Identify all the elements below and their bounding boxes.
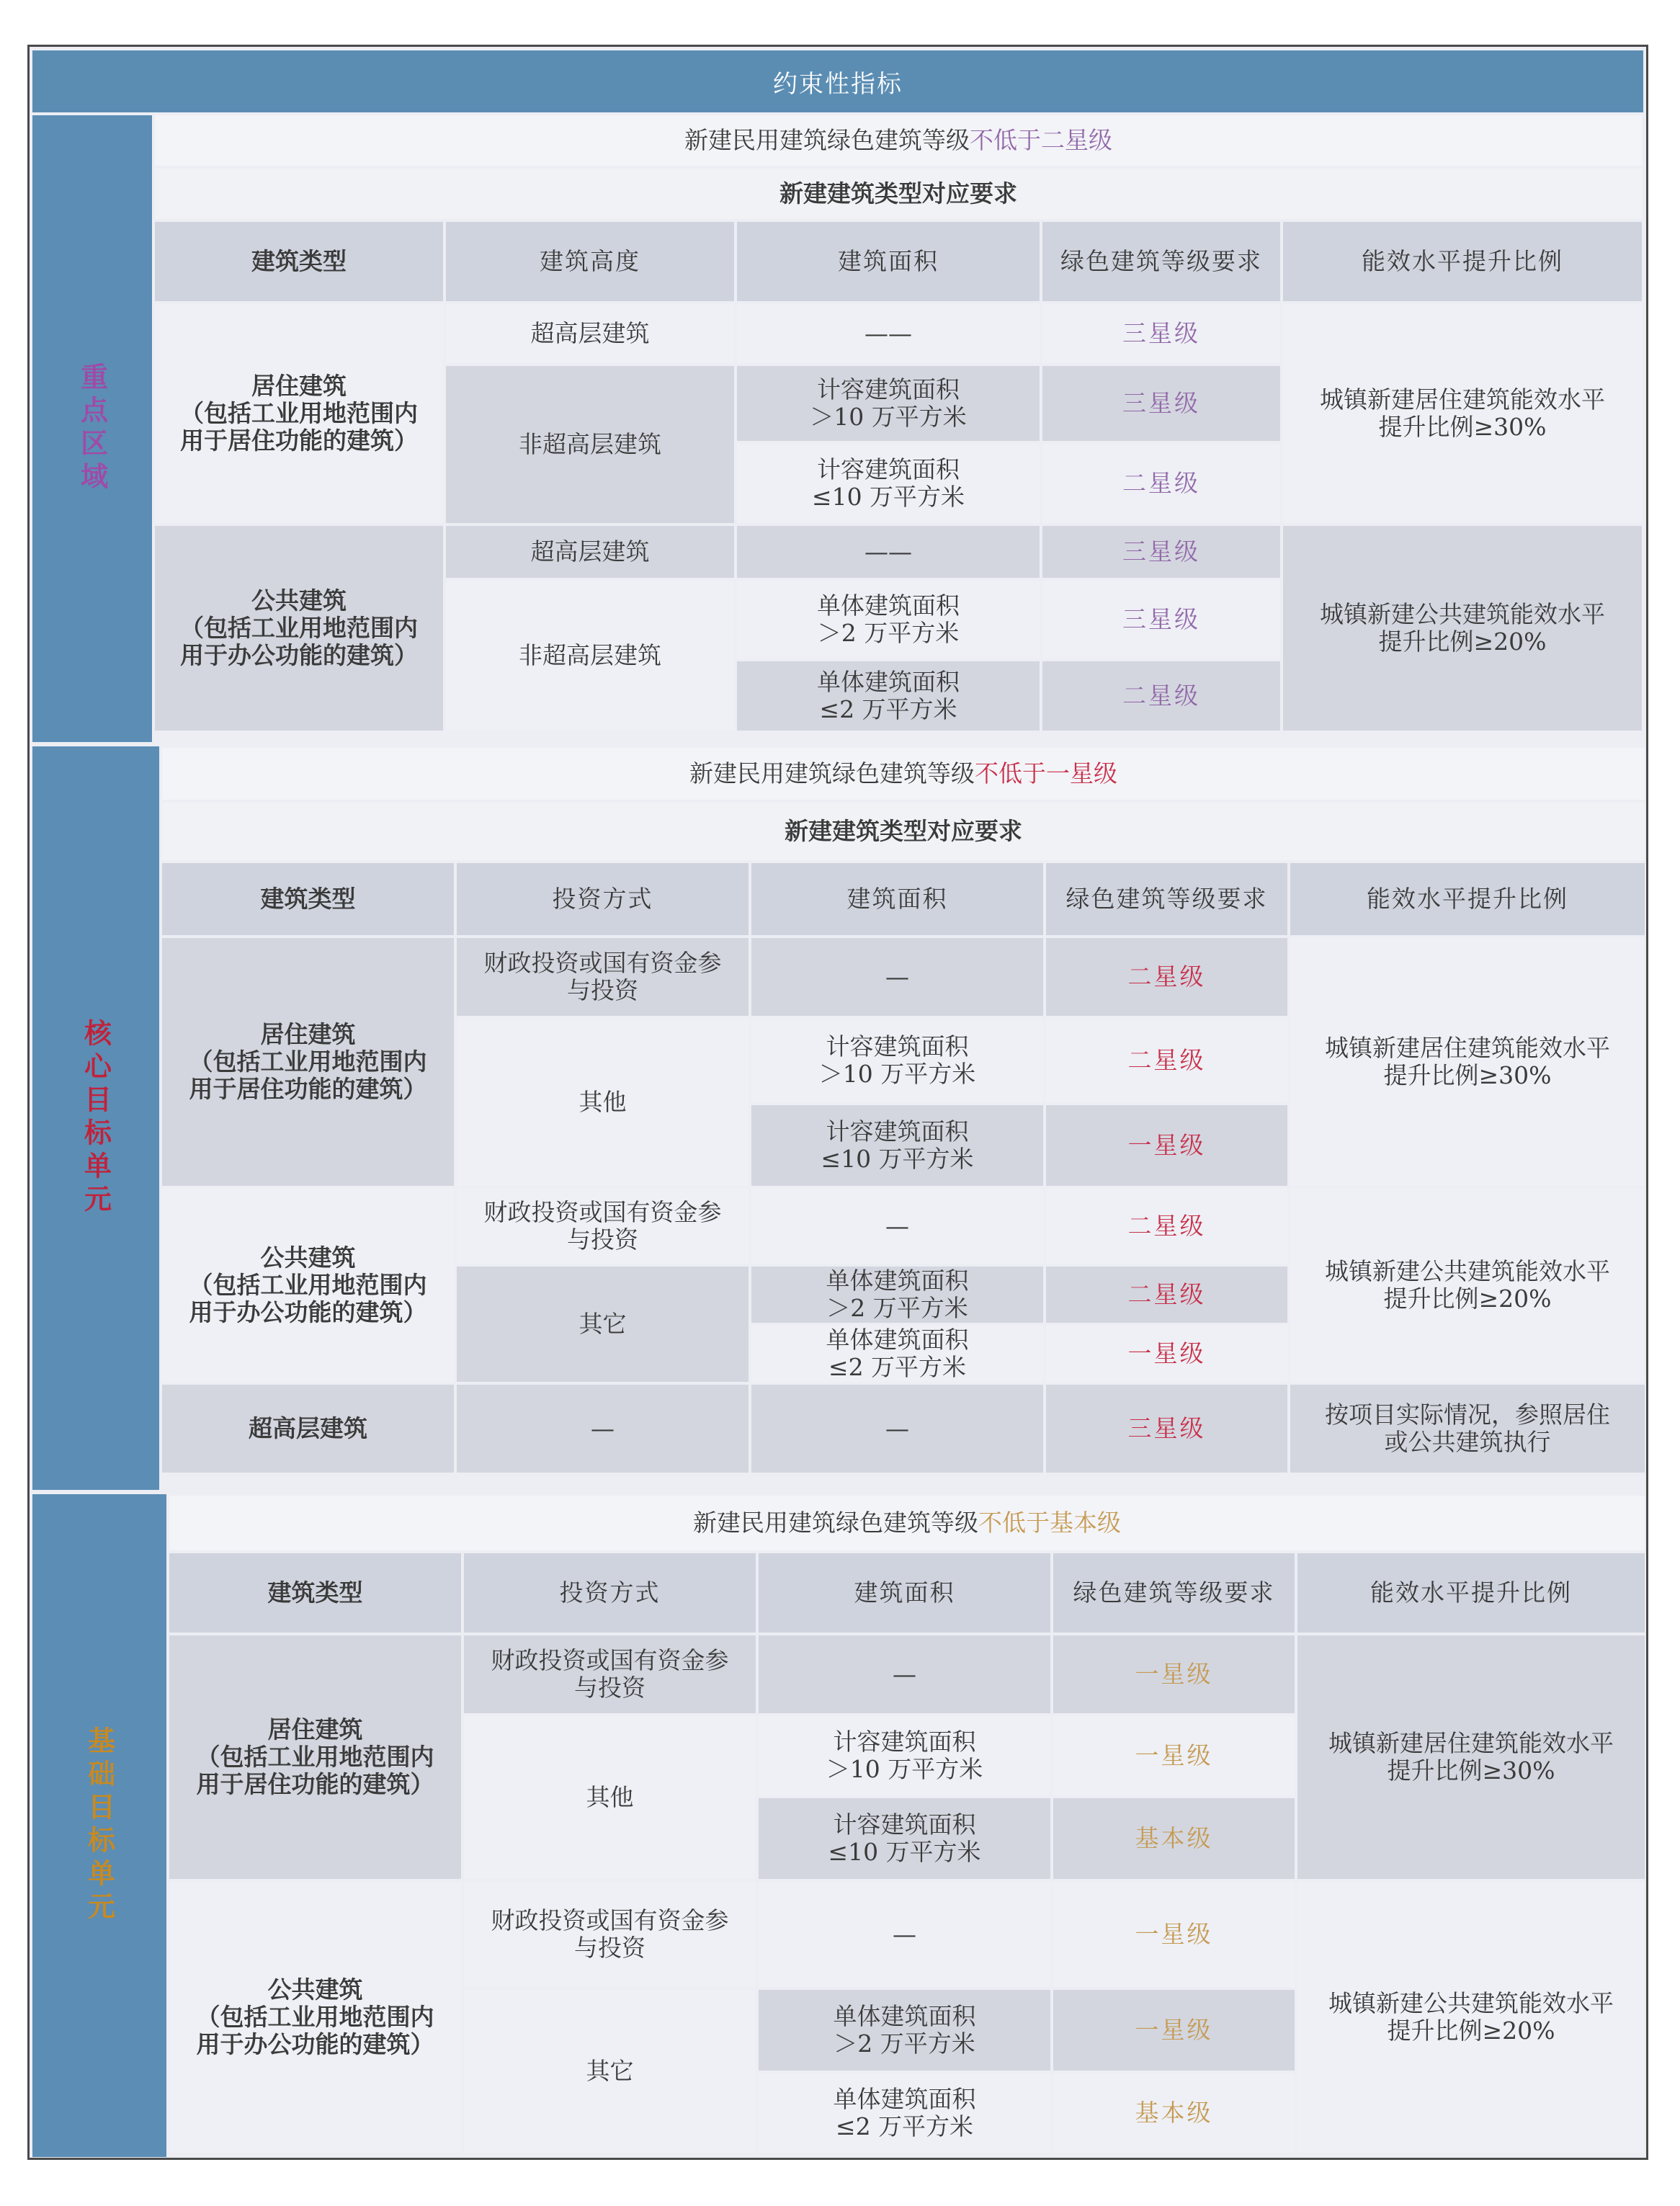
investment-cell: 其它 bbox=[464, 1990, 756, 2153]
ratio-cell: 城镇新建公共建筑能效水平 提升比例≥20% bbox=[1297, 1882, 1645, 2153]
area-cell: —— bbox=[737, 526, 1040, 578]
investment-cell: 其它 bbox=[457, 1267, 749, 1382]
level-cell: 二星级 bbox=[1046, 938, 1287, 1016]
ratio-cell: 城镇新建公共建筑能效水平 提升比例≥20% bbox=[1290, 1189, 1645, 1382]
ratio-cell: 城镇新建居住建筑能效水平 提升比例≥30% bbox=[1297, 1635, 1645, 1879]
area-cell: — bbox=[759, 1882, 1050, 1987]
col-header-height: 建筑高度 bbox=[446, 222, 734, 301]
basic-unit-table bbox=[166, 1493, 1648, 2156]
basic-unit-sidebar bbox=[32, 1494, 166, 2157]
core-unit-subheading: 新建建筑类型对应要求 bbox=[162, 803, 1645, 860]
area-cell: — bbox=[759, 1635, 1050, 1713]
col-header-level: 绿色建筑等级要求 bbox=[1046, 863, 1287, 935]
building-type-cell: 超高层建筑 bbox=[162, 1385, 454, 1473]
core-unit-label: 核心目标单元 bbox=[79, 1019, 112, 1218]
core-unit-banner-highlight: 不低于一星级 bbox=[975, 759, 1117, 787]
level-cell: 三星级 bbox=[1042, 581, 1280, 658]
level-cell: 二星级 bbox=[1046, 1267, 1287, 1323]
building-type-cell: 居住建筑 （包括工业用地范围内 用于居住功能的建筑） bbox=[169, 1635, 461, 1879]
level-cell: 二星级 bbox=[1046, 1019, 1287, 1102]
area-cell: 计容建筑面积 ≤10 万平方米 bbox=[751, 1105, 1043, 1186]
area-cell: 计容建筑面积 ≤10 万平方米 bbox=[759, 1798, 1050, 1879]
key-zone-sidebar bbox=[32, 115, 152, 742]
building-type-cell: 公共建筑 （包括工业用地范围内 用于办公功能的建筑） bbox=[155, 526, 443, 731]
col-header-investment: 投资方式 bbox=[464, 1553, 756, 1633]
key-zone-banner-highlight: 不低于二星级 bbox=[970, 126, 1112, 154]
investment-cell: — bbox=[457, 1385, 749, 1473]
area-cell: 计容建筑面积 ＞10 万平方米 bbox=[759, 1716, 1050, 1795]
col-header-ratio: 能效水平提升比例 bbox=[1297, 1553, 1645, 1633]
key-zone-table bbox=[152, 112, 1645, 733]
area-cell: 单体建筑面积 ＞2 万平方米 bbox=[751, 1267, 1043, 1323]
level-cell: 三星级 bbox=[1046, 1385, 1287, 1473]
level-cell: 二星级 bbox=[1042, 444, 1280, 523]
ratio-cell: 城镇新建公共建筑能效水平 提升比例≥20% bbox=[1283, 526, 1642, 731]
area-cell: 单体建筑面积 ≤2 万平方米 bbox=[759, 2073, 1050, 2153]
level-cell: 二星级 bbox=[1046, 1189, 1287, 1264]
ratio-cell: 城镇新建居住建筑能效水平 提升比例≥30% bbox=[1283, 304, 1642, 523]
col-header-ratio: 能效水平提升比例 bbox=[1283, 222, 1642, 301]
basic-unit-banner: 新建民用建筑绿色建筑等级不低于基本级 bbox=[169, 1496, 1645, 1550]
col-header-level: 绿色建筑等级要求 bbox=[1053, 1553, 1295, 1633]
col-header-type: 建筑类型 bbox=[169, 1553, 461, 1633]
key-zone-banner: 新建民用建筑绿色建筑等级不低于二星级 bbox=[155, 115, 1642, 166]
level-cell: 三星级 bbox=[1042, 366, 1280, 441]
level-cell: 二星级 bbox=[1042, 661, 1280, 731]
investment-cell: 财政投资或国有资金参 与投资 bbox=[457, 1189, 749, 1264]
area-cell: —— bbox=[737, 304, 1040, 363]
col-header-ratio: 能效水平提升比例 bbox=[1290, 863, 1645, 935]
area-cell: — bbox=[751, 1385, 1043, 1473]
area-cell: — bbox=[751, 1189, 1043, 1264]
building-type-cell: 公共建筑 （包括工业用地范围内 用于办公功能的建筑） bbox=[169, 1882, 461, 2153]
key-zone-label: 重点区域 bbox=[76, 362, 108, 495]
area-cell: 计容建筑面积 ＞10 万平方米 bbox=[737, 366, 1040, 441]
area-cell: 单体建筑面积 ≤2 万平方米 bbox=[737, 661, 1040, 731]
height-cell: 超高层建筑 bbox=[446, 304, 734, 363]
ratio-cell: 按项目实际情况，参照居住 或公共建筑执行 bbox=[1290, 1385, 1645, 1473]
col-header-area: 建筑面积 bbox=[751, 863, 1043, 935]
col-header-investment: 投资方式 bbox=[457, 863, 749, 935]
col-header-type: 建筑类型 bbox=[155, 222, 443, 301]
area-cell: 单体建筑面积 ＞2 万平方米 bbox=[759, 1990, 1050, 2071]
investment-cell: 财政投资或国有资金参 与投资 bbox=[464, 1882, 756, 1987]
core-unit-table bbox=[159, 745, 1648, 1475]
building-type-cell: 居住建筑 （包括工业用地范围内 用于居住功能的建筑） bbox=[155, 304, 443, 523]
level-cell: 一星级 bbox=[1053, 1716, 1295, 1795]
level-cell: 一星级 bbox=[1046, 1326, 1287, 1382]
investment-cell: 其他 bbox=[464, 1716, 756, 1879]
level-cell: 一星级 bbox=[1046, 1105, 1287, 1186]
core-unit-sidebar bbox=[32, 746, 159, 1490]
col-header-area: 建筑面积 bbox=[737, 222, 1040, 301]
level-cell: 一星级 bbox=[1053, 1882, 1295, 1987]
area-cell: 计容建筑面积 ≤10 万平方米 bbox=[737, 444, 1040, 523]
building-type-cell: 公共建筑 （包括工业用地范围内 用于办公功能的建筑） bbox=[162, 1189, 454, 1382]
height-cell: 超高层建筑 bbox=[446, 526, 734, 578]
basic-unit-banner-highlight: 不低于基本级 bbox=[978, 1509, 1121, 1537]
height-cell: 非超高层建筑 bbox=[446, 366, 734, 523]
page-title: 约束性指标 bbox=[32, 50, 1643, 112]
area-cell: 单体建筑面积 ＞2 万平方米 bbox=[737, 581, 1040, 658]
area-cell: 计容建筑面积 ＞10 万平方米 bbox=[751, 1019, 1043, 1102]
level-cell: 一星级 bbox=[1053, 1990, 1295, 2071]
investment-cell: 财政投资或国有资金参 与投资 bbox=[464, 1635, 756, 1713]
area-cell: — bbox=[751, 938, 1043, 1016]
level-cell: 三星级 bbox=[1042, 526, 1280, 578]
level-cell: 一星级 bbox=[1053, 1635, 1295, 1713]
core-unit-banner: 新建民用建筑绿色建筑等级不低于一星级 bbox=[162, 748, 1645, 800]
col-header-type: 建筑类型 bbox=[162, 863, 454, 935]
col-header-area: 建筑面积 bbox=[759, 1553, 1050, 1633]
level-cell: 三星级 bbox=[1042, 304, 1280, 363]
level-cell: 基本级 bbox=[1053, 2073, 1295, 2153]
col-header-level: 绿色建筑等级要求 bbox=[1042, 222, 1280, 301]
ratio-cell: 城镇新建居住建筑能效水平 提升比例≥30% bbox=[1290, 938, 1645, 1186]
level-cell: 基本级 bbox=[1053, 1798, 1295, 1879]
investment-cell: 其他 bbox=[457, 1019, 749, 1186]
key-zone-subheading: 新建建筑类型对应要求 bbox=[155, 169, 1642, 219]
height-cell: 非超高层建筑 bbox=[446, 581, 734, 731]
investment-cell: 财政投资或国有资金参 与投资 bbox=[457, 938, 749, 1016]
basic-unit-label: 基础目标单元 bbox=[83, 1726, 115, 1925]
area-cell: 单体建筑面积 ≤2 万平方米 bbox=[751, 1326, 1043, 1382]
building-type-cell: 居住建筑 （包括工业用地范围内 用于居住功能的建筑） bbox=[162, 938, 454, 1186]
